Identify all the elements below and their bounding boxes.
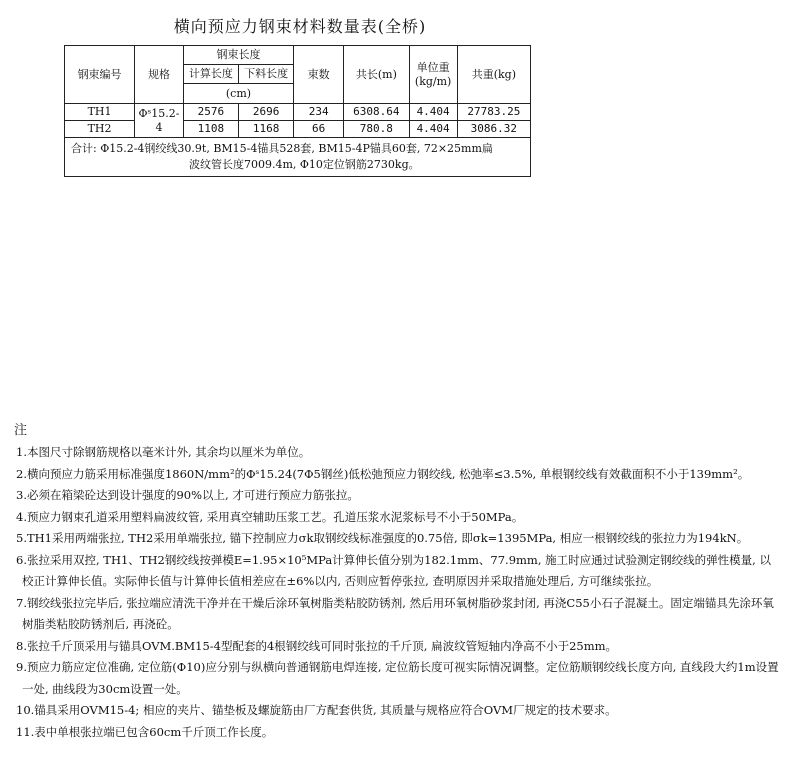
row-id: TH1 <box>65 104 135 121</box>
header-cut-length: 下料长度 <box>238 65 293 84</box>
materials-table <box>64 45 531 177</box>
row-total-weight: 3086.32 <box>457 121 530 138</box>
notes-heading: 注 <box>14 423 28 438</box>
note-item: 9.预应力筋应定位准确, 定位筋(Φ10)应分别与纵横向普通钢筋电焊连接, 定位筋长度可视实际情况调整。定位筋顺钢绞线长度方向, 直线段大约1m设置一处, 曲线段为30cm设置一处。 <box>16 660 779 696</box>
summary-line-2: 波纹管长度7009.4m, Φ10定位钢筋2730kg。 <box>189 158 420 171</box>
note-item: 1.本图尺寸除钢筋规格以毫米计外, 其余均以厘米为单位。 <box>16 445 311 459</box>
note-item: 10.锚具采用OVM15-4; 相应的夹片、锚垫板及螺旋筋由厂方配套供货, 其质量与规格应符合OVM厂规定的技术要求。 <box>16 703 617 717</box>
table-summary <box>65 138 531 177</box>
header-unit-cm: (cm) <box>183 84 293 104</box>
header-bundle-no: 钢束编号 <box>65 46 135 104</box>
spec-value: Φˢ15.2-4 <box>135 104 184 138</box>
row-count: 66 <box>294 121 344 138</box>
row-total-length: 6308.64 <box>344 104 409 121</box>
table-title: 横向预应力钢束材料数量表(全桥) <box>173 17 427 36</box>
header-spec: 规格 <box>135 46 184 104</box>
note-item: 4.预应力钢束孔道采用塑料扁波纹管, 采用真空辅助压浆工艺。孔道压浆水泥浆标号不小于50MPa。 <box>16 509 524 524</box>
row-calc-length: 1108 <box>183 121 238 138</box>
header-unit-weight: 单位重 (kg/m) <box>409 46 457 104</box>
note-item: 3.必须在箱梁砼达到设计强度的90%以上, 才可进行预应力筋张拉。 <box>16 488 359 502</box>
row-unit-weight: 4.404 <box>409 121 457 138</box>
row-id: TH2 <box>65 121 135 138</box>
note-item: 7.钢绞线张拉完毕后, 张拉端应清洗干净并在干燥后涂环氧树脂类粘胶防锈剂, 然后用环氧树脂砂浆封闭, 再浇C55小石子混凝土。固定端锚具先涂环氧树脂类粘胶防锈剂后, 再浇砼。 <box>16 595 774 631</box>
note-item: 11.表中单根张拉端已包含60cm千斤顶工作长度。 <box>16 724 274 739</box>
row-total-length: 780.8 <box>344 121 409 138</box>
table-row <box>65 121 531 138</box>
row-count: 234 <box>294 104 344 121</box>
header-total-weight: 共重(kg) <box>457 46 530 104</box>
row-cut-length: 2696 <box>238 104 293 121</box>
note-item: 6.张拉采用双控, TH1、TH2钢绞线按弹模E=1.95×10⁵MPa计算伸长值分别为182.1mm、77.9mm, 施工时应通过试验测定钢绞线的弹性模量, 以校正计算伸长值。实际伸长值与计算伸长值相差应在±6%以内, 否则应暂停张拉, 查明原因并采取措施处理后, 方可继续张拉。 <box>16 552 771 588</box>
notes-section <box>14 422 782 743</box>
note-item: 5.TH1采用两端张拉, TH2采用单端张拉, 锚下控制应力σk取钢绞线标准强度的0.75倍, 即σk=1395MPa, 相应一根钢绞线的张拉力为194kN。 <box>16 531 749 545</box>
header-count: 束数 <box>294 46 344 104</box>
note-item: 2.横向预应力筋采用标准强度1860N/mm²的Φˢ15.24(7Φ5钢丝)低松弛预应力钢绞线, 松弛率≤3.5%, 单根钢绞线有效截面积不小于139mm²。 <box>16 466 750 481</box>
table-row <box>65 104 531 121</box>
note-item: 8.张拉千斤顶采用与锚具OVM.BM15-4型配套的4根钢绞线可同时张拉的千斤顶, 扁波纹管短轴内净高不小于25mm。 <box>16 638 618 653</box>
row-unit-weight: 4.404 <box>409 104 457 121</box>
header-total-length: 共长(m) <box>344 46 409 104</box>
row-calc-length: 2576 <box>183 104 238 121</box>
row-cut-length: 1168 <box>238 121 293 138</box>
summary-line-1: 合计: Φ15.2-4钢绞线30.9t, BM15-4锚具528套, BM15-4P锚具60套, 72×25mm扁 <box>71 142 493 155</box>
header-calc-length: 计算长度 <box>183 65 238 84</box>
row-total-weight: 27783.25 <box>457 104 530 121</box>
header-length-group: 钢束长度 <box>183 46 293 65</box>
